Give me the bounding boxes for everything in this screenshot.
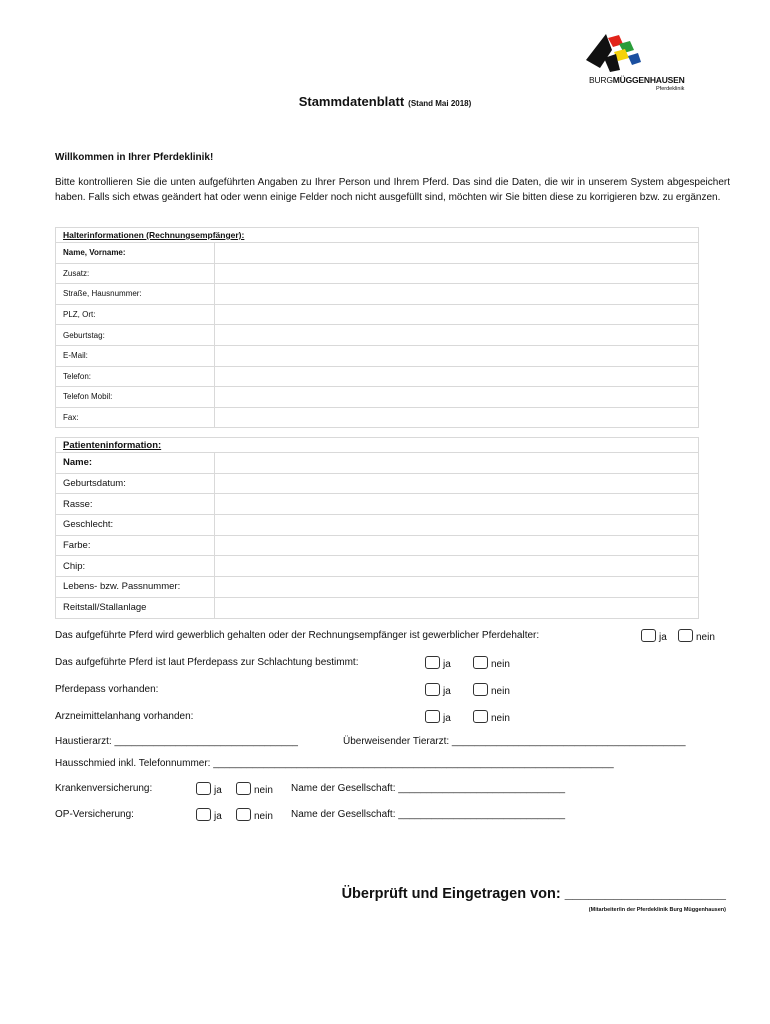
table-row: [56, 535, 699, 556]
schlachtung-no-option[interactable]: [473, 656, 510, 670]
checkbox-icon[interactable]: [473, 656, 488, 669]
pferdepass-yes-option[interactable]: [425, 683, 451, 697]
field-label: PLZ, Ort:: [56, 304, 215, 325]
field-input[interactable]: [215, 597, 699, 618]
field-input[interactable]: [215, 473, 699, 494]
halter-table: [55, 227, 699, 428]
option-label: ja: [443, 686, 451, 697]
kranken-gesellschaft-field[interactable]: Name der Gesellschaft: ______________________________: [291, 783, 566, 794]
table-row: [56, 407, 699, 428]
field-input[interactable]: [215, 325, 699, 346]
field-label: Telefon:: [56, 366, 215, 387]
question-arzneimittel: Arzneimittelanhang vorhanden:: [55, 711, 194, 722]
table-row: [56, 556, 699, 577]
table-row: [56, 577, 699, 598]
field-input[interactable]: [215, 243, 699, 264]
table-row: [56, 243, 699, 264]
table-row: [56, 284, 699, 305]
field-input[interactable]: [215, 263, 699, 284]
gewerblich-no-option[interactable]: [678, 629, 715, 643]
op-no-option[interactable]: [236, 808, 273, 822]
table-row: [56, 366, 699, 387]
question-gewerblich: Das aufgeführte Pferd wird gewerblich gehalten oder der Rechnungsempfänger ist gewerblicher Pferdehalter:: [55, 630, 540, 641]
logo-name-light: BURG: [589, 75, 613, 85]
logo-name-bold: MÜGGENHAUSEN: [612, 75, 685, 85]
option-label: ja: [443, 659, 451, 670]
field-label: Chip:: [56, 556, 215, 577]
welcome-heading: Willkommen in Ihrer Pferdeklinik!: [55, 152, 214, 163]
signoff-note: (Mitarbeiter/in der Pferdeklinik Burg Müggenhausen): [588, 907, 726, 913]
field-label: Name, Vorname:: [56, 243, 215, 264]
field-label: Lebens- bzw. Passnummer:: [56, 577, 215, 598]
checkbox-icon[interactable]: [236, 782, 251, 795]
field-label: Rasse:: [56, 494, 215, 515]
title-stand: (Stand Mai 2018): [408, 99, 472, 108]
logo-subtitle: Pferdeklinik: [656, 86, 685, 92]
option-label: ja: [659, 632, 667, 643]
op-gesellschaft-field[interactable]: Name der Gesellschaft: ______________________________: [291, 809, 566, 820]
field-label: E-Mail:: [56, 345, 215, 366]
option-label: nein: [254, 811, 273, 822]
field-label: Geburtsdatum:: [56, 473, 215, 494]
checkbox-icon[interactable]: [473, 683, 488, 696]
table-row: [56, 325, 699, 346]
checkbox-icon[interactable]: [425, 710, 440, 723]
option-label: ja: [443, 713, 451, 724]
op-versicherung-label: OP-Versicherung:: [55, 809, 134, 820]
option-label: nein: [491, 686, 510, 697]
checkbox-icon[interactable]: [196, 808, 211, 821]
haustierarzt-field[interactable]: Haustierarzt: _________________________________: [55, 736, 298, 747]
field-input[interactable]: [215, 407, 699, 428]
field-label: Name:: [56, 453, 215, 474]
field-input[interactable]: [215, 304, 699, 325]
page-title: [0, 94, 770, 109]
kranken-yes-option[interactable]: [196, 782, 222, 796]
table-row: [56, 597, 699, 618]
field-input[interactable]: [215, 345, 699, 366]
krankenversicherung-label: Krankenversicherung:: [55, 783, 153, 794]
table-row: [56, 494, 699, 515]
field-input[interactable]: [215, 387, 699, 408]
field-label: Telefon Mobil:: [56, 387, 215, 408]
logo-wordmark: [589, 75, 685, 85]
field-label: Straße, Hausnummer:: [56, 284, 215, 305]
table-row: [56, 473, 699, 494]
field-input[interactable]: [215, 494, 699, 515]
intro-paragraph: Bitte kontrollieren Sie die unten aufgeführten Angaben zu Ihrer Person und Ihrem Pferd. Das sind die Daten, die wir in unserem System abgespeichert haben. Falls sich etwas geändert hat oder wenn einige Felder noch nicht ausgefüllt sind, möchten wir Sie bitten diese zu korrigieren bzw. zu ergänzen.: [55, 177, 730, 203]
field-input[interactable]: [215, 556, 699, 577]
table-row: [56, 387, 699, 408]
question-pferdepass: Pferdepass vorhanden:: [55, 684, 159, 695]
op-yes-option[interactable]: [196, 808, 222, 822]
option-label: ja: [214, 785, 222, 796]
kranken-no-option[interactable]: [236, 782, 273, 796]
logo-mark-icon: [586, 34, 706, 78]
checkbox-icon[interactable]: [678, 629, 693, 642]
field-input[interactable]: [215, 535, 699, 556]
option-label: nein: [491, 713, 510, 724]
table-row: [56, 515, 699, 536]
pferdepass-no-option[interactable]: [473, 683, 510, 697]
table-row: [56, 453, 699, 474]
checkbox-icon[interactable]: [641, 629, 656, 642]
patient-table: [55, 437, 699, 619]
checkbox-icon[interactable]: [196, 782, 211, 795]
ueberweisender-tierarzt-field[interactable]: Überweisender Tierarzt: __________________________________________: [343, 736, 686, 747]
checkbox-icon[interactable]: [425, 683, 440, 696]
hausschmied-field[interactable]: Hausschmied inkl. Telefonnummer: ________________________________________________________________________: [55, 758, 614, 769]
clinic-logo: [586, 34, 706, 96]
option-label: nein: [696, 632, 715, 643]
field-label: Geschlecht:: [56, 515, 215, 536]
field-input[interactable]: [215, 366, 699, 387]
field-label: Farbe:: [56, 535, 215, 556]
field-label: Fax:: [56, 407, 215, 428]
table-row: [56, 304, 699, 325]
field-input[interactable]: [215, 284, 699, 305]
field-label: Geburtstag:: [56, 325, 215, 346]
field-input[interactable]: [215, 577, 699, 598]
question-schlachtung: Das aufgeführte Pferd ist laut Pferdepass zur Schlachtung bestimmt:: [55, 657, 359, 668]
table-row: [56, 345, 699, 366]
signoff-line[interactable]: Überprüft und Eingetragen von: ____________________: [341, 886, 726, 902]
option-label: ja: [214, 811, 222, 822]
halter-heading: Halterinformationen (Rechnungsempfänger):: [56, 228, 699, 243]
field-label: Zusatz:: [56, 263, 215, 284]
field-label: Reitstall/Stallanlage: [56, 597, 215, 618]
arzneimittel-yes-option[interactable]: [425, 710, 451, 724]
schlachtung-yes-option[interactable]: [425, 656, 451, 670]
patient-heading: Patienteninformation:: [56, 438, 699, 453]
arzneimittel-no-option[interactable]: [473, 710, 510, 724]
checkbox-icon[interactable]: [425, 656, 440, 669]
checkbox-icon[interactable]: [236, 808, 251, 821]
option-label: nein: [491, 659, 510, 670]
option-label: nein: [254, 785, 273, 796]
field-input[interactable]: [215, 453, 699, 474]
gewerblich-yes-option[interactable]: [641, 629, 667, 643]
title-main: Stammdatenblatt: [298, 94, 405, 109]
checkbox-icon[interactable]: [473, 710, 488, 723]
table-row: [56, 263, 699, 284]
field-input[interactable]: [215, 515, 699, 536]
